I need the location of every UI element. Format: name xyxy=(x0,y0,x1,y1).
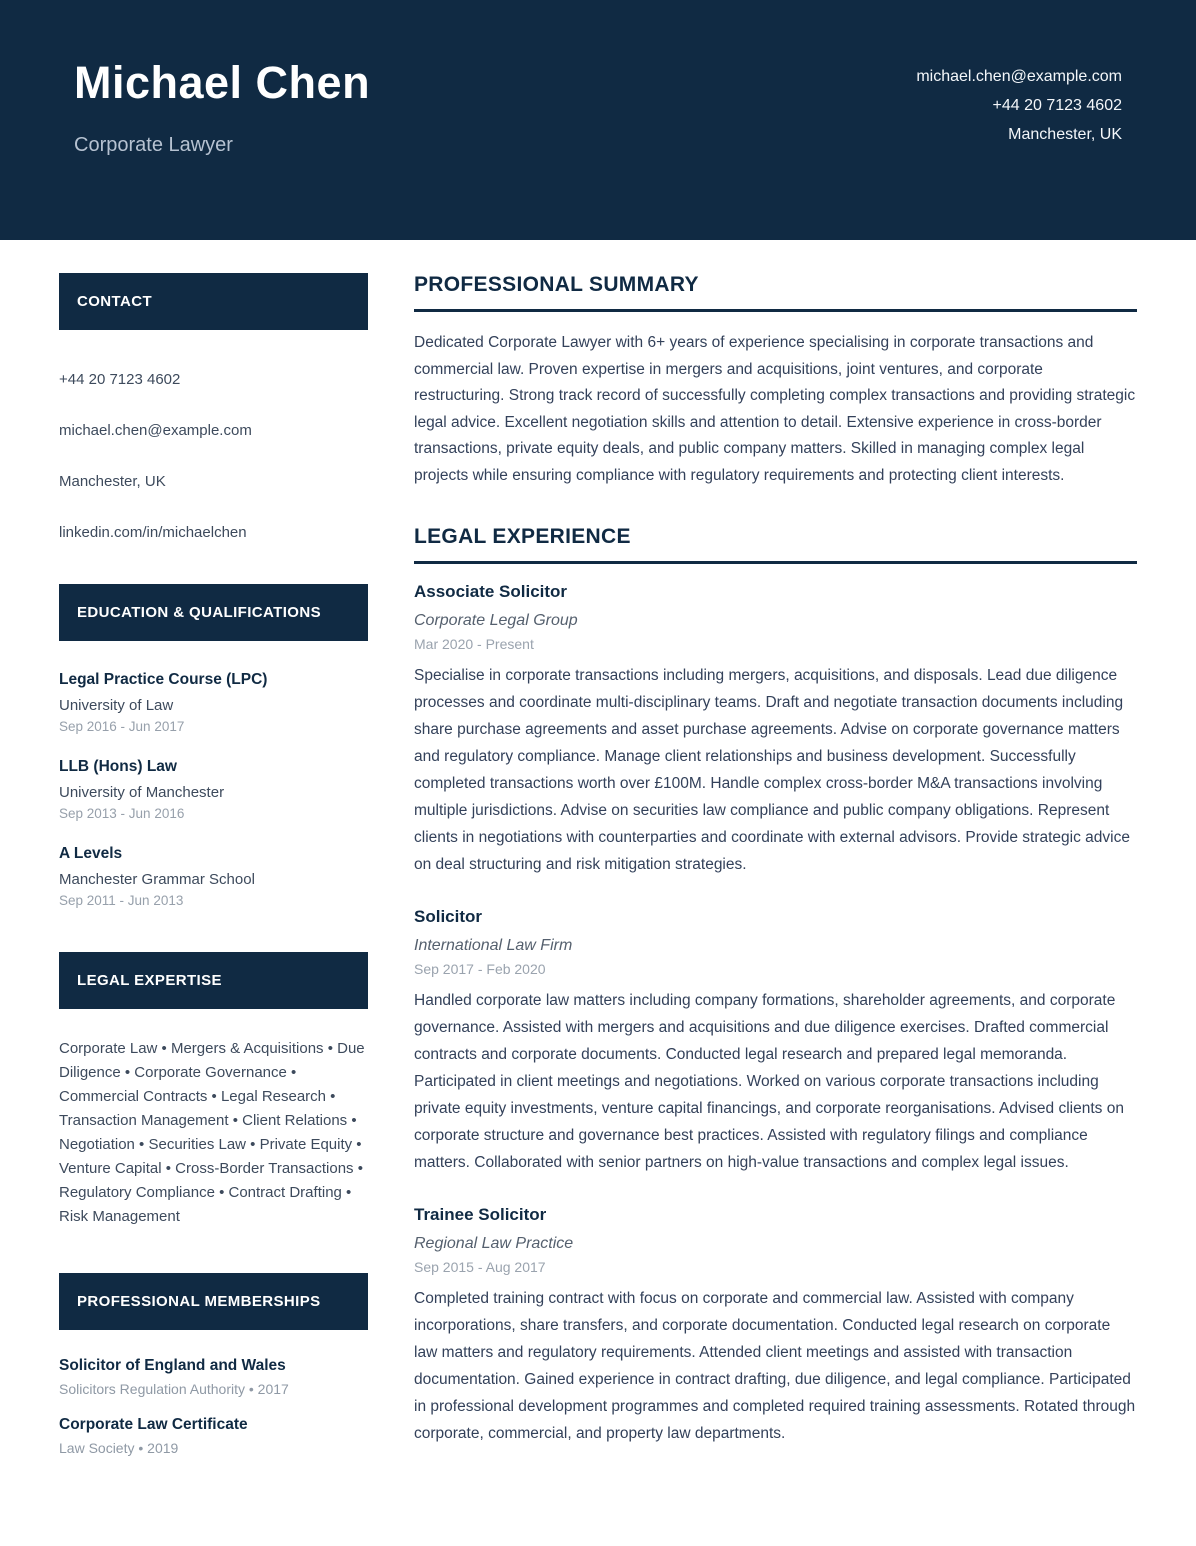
header-email: michael.chen@example.com xyxy=(916,68,1122,85)
education-entry xyxy=(59,671,368,734)
education-section-heading: EDUCATION & QUALIFICATIONS xyxy=(59,584,368,641)
job-title: Solicitor xyxy=(414,907,483,926)
contact-linkedin: linkedin.com/in/michaelchen xyxy=(59,524,247,541)
summary-section xyxy=(414,273,1137,489)
membership-entry xyxy=(59,1416,368,1456)
education-dates: Sep 2011 - Jun 2013 xyxy=(59,893,184,908)
contact-list xyxy=(59,357,368,540)
header-phone: +44 20 7123 4602 xyxy=(992,97,1122,114)
job-description: Handled corporate law matters including company formations, shareholder agreements, and corporate governance. Assisted with mergers and acquisitions and due diligence exercises. Drafted commercial contracts and corporate documents. Conducted legal research and prepared legal memoranda. Participated in client meetings and negotiations. Worked on various corporate transactions including private equity investments, venture capital financings, and corporate reorganisations. Advised clients on corporate structure and governance best practices. Assisted with regulatory filings and compliance matters. Collaborated with senior partners on high-value transactions and complex legal issues. xyxy=(414,992,1124,1171)
education-degree: A Levels xyxy=(59,845,123,862)
memberships-section xyxy=(59,1273,368,1456)
education-entry xyxy=(59,845,368,908)
experience-section xyxy=(414,525,1137,1447)
expertise-section-heading: LEGAL EXPERTISE xyxy=(59,952,368,1009)
membership-detail: Law Society • 2019 xyxy=(59,1440,179,1456)
job-company: Regional Law Practice xyxy=(414,1235,574,1252)
job-title: Trainee Solicitor xyxy=(414,1205,547,1224)
job-dates: Mar 2020 - Present xyxy=(414,636,534,652)
header-identity xyxy=(74,58,370,157)
summary-text: Dedicated Corporate Lawyer with 6+ years of experience specialising in corporate transactions and commercial law. Proven expertise in mergers and acquisitions, joint ventures, and corporate restructuring. Strong track record of successfully completing complex transactions and providing strategic legal advice. Excellent negotiation skills and attention to detail. Extensive experience in cross-border transactions, private equity deals, and public company matters. Skilled in managing complex legal projects while ensuring compliance with regulatory requirements and protecting client interests. xyxy=(414,334,1136,484)
job-company: International Law Firm xyxy=(414,937,573,954)
education-list xyxy=(59,671,368,908)
education-school: Manchester Grammar School xyxy=(59,871,255,888)
contact-section xyxy=(59,273,368,540)
person-job-title: Corporate Lawyer xyxy=(74,133,233,156)
membership-entry xyxy=(59,1357,368,1397)
job-description: Completed training contract with focus on corporate and commercial law. Assisted with company incorporations, share transfers, and corporate documentation. Conducted legal research on corporate law matters and regulatory requirements. Attended client meetings and assisted with transaction documentation. Gained experience in contract drafting, due diligence, and legal compliance. Participated in professional development programmes and completed required training assessments. Rotated through corporate, commercial, and property law departments. xyxy=(414,1290,1136,1442)
membership-detail: Solicitors Regulation Authority • 2017 xyxy=(59,1381,289,1397)
resume-header xyxy=(0,0,1196,240)
job-title: Associate Solicitor xyxy=(414,582,568,601)
job-dates: Sep 2015 - Aug 2017 xyxy=(414,1259,546,1275)
education-dates: Sep 2016 - Jun 2017 xyxy=(59,719,185,734)
experience-heading: LEGAL EXPERIENCE xyxy=(414,525,1137,564)
expertise-skills: Corporate Law • Mergers & Acquisitions • Due Diligence • Corporate Governance • Commercial Contracts • Legal Research • Transaction Management • Client Relations • Negotiation • Securities Law • Private Equity • Venture Capital • Cross-Border Transactions • Regulatory Compliance • Contract Drafting • Risk Management xyxy=(59,1040,365,1225)
expertise-section xyxy=(59,952,368,1229)
education-dates: Sep 2013 - Jun 2016 xyxy=(59,806,185,821)
membership-list xyxy=(59,1357,368,1456)
header-contact-block xyxy=(916,58,1122,149)
education-school: University of Law xyxy=(59,697,174,714)
person-name: Michael Chen xyxy=(74,57,371,108)
membership-title: Corporate Law Certificate xyxy=(59,1416,248,1433)
job-dates: Sep 2017 - Feb 2020 xyxy=(414,961,546,977)
job-entry xyxy=(414,907,1137,1176)
contact-section-heading: CONTACT xyxy=(59,273,368,330)
header-location: Manchester, UK xyxy=(1008,126,1122,143)
education-entry xyxy=(59,758,368,821)
contact-email: michael.chen@example.com xyxy=(59,422,252,439)
job-description: Specialise in corporate transactions including mergers, acquisitions, and disposals. Lead due diligence processes and coordinate multi-disciplinary teams. Draft and negotiate transaction documents including share purchase agreements and asset purchase agreements. Advise on corporate governance matters and regulatory compliance. Manage client relationships and business development. Successfully completed transactions worth over £100M. Handle complex cross-border M&A transactions involving multiple jurisdictions. Advise on securities law compliance and public company obligations. Represent clients in negotiations with counterparties and coordinate with external advisors. Provide strategic advice on deal structuring and risk mitigation strategies. xyxy=(414,667,1130,873)
education-section xyxy=(59,584,368,908)
job-entry xyxy=(414,1205,1137,1447)
job-entry xyxy=(414,582,1137,878)
memberships-section-heading: PROFESSIONAL MEMBERSHIPS xyxy=(59,1273,368,1330)
membership-title: Solicitor of England and Wales xyxy=(59,1357,286,1374)
job-company: Corporate Legal Group xyxy=(414,612,578,629)
summary-heading: PROFESSIONAL SUMMARY xyxy=(414,273,1137,312)
contact-location: Manchester, UK xyxy=(59,473,166,490)
main-column xyxy=(414,273,1137,1483)
education-degree: Legal Practice Course (LPC) xyxy=(59,671,268,688)
contact-phone: +44 20 7123 4602 xyxy=(59,371,181,388)
sidebar xyxy=(59,273,368,1483)
resume-body xyxy=(0,240,1196,1543)
education-degree: LLB (Hons) Law xyxy=(59,758,177,775)
education-school: University of Manchester xyxy=(59,784,225,801)
